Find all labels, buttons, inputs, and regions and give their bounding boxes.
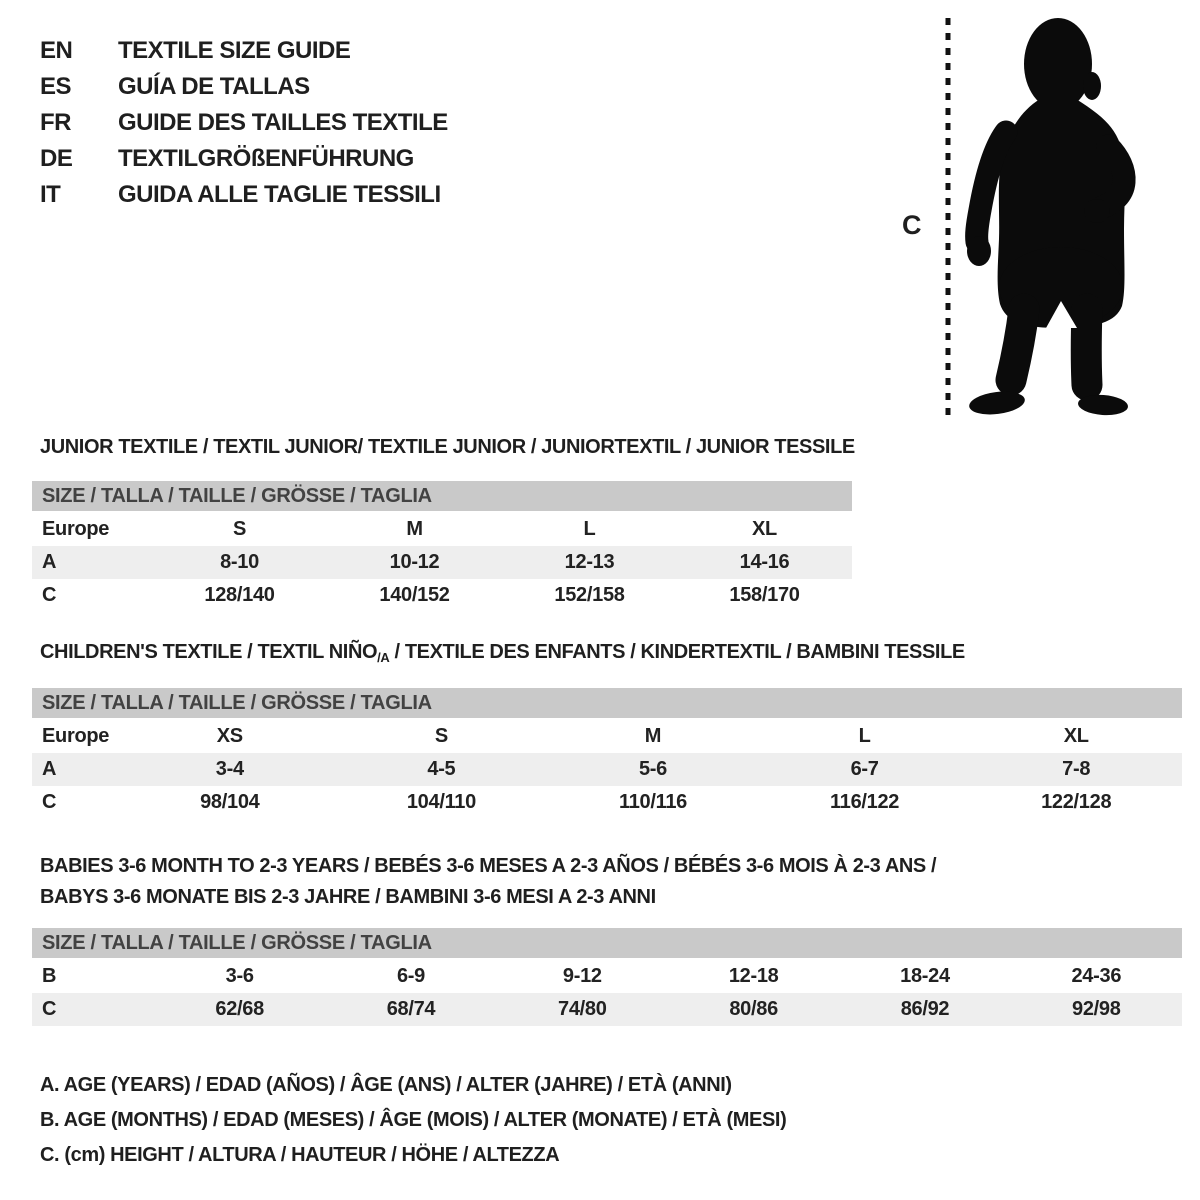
toddler-silhouette-icon — [967, 18, 1129, 417]
footnote-a: A. AGE (YEARS) / EDAD (AÑOS) / ÂGE (ANS) / ALTER (JAHRE) / ETÀ (ANNI) — [40, 1074, 732, 1096]
table-row — [32, 786, 1182, 819]
table-cell: XL — [1063, 725, 1089, 747]
row-label: C — [42, 791, 57, 813]
table-cell: 68/74 — [386, 998, 436, 1020]
table-row — [32, 753, 1182, 786]
footnote-b: B. AGE (MONTHS) / EDAD (MESES) / ÂGE (MOIS) / ALTER (MONATE) / ETÀ (MESI) — [40, 1109, 787, 1131]
table-cell: 8-10 — [220, 551, 259, 573]
table-cell: 128/140 — [204, 584, 275, 606]
table-cell: 158/170 — [729, 584, 800, 606]
language-title: GUIDE DES TAILLES TEXTILE — [118, 109, 448, 136]
row-label: A — [42, 758, 57, 780]
height-figure-graphic — [900, 14, 1160, 424]
table-cell: 24-36 — [1071, 965, 1122, 987]
language-row — [40, 105, 448, 141]
size-table — [32, 720, 1182, 819]
language-row — [40, 33, 448, 69]
size-header-bar: SIZE / TALLA / TAILLE / GRÖSSE / TAGLIA — [32, 928, 1182, 958]
table-cell: S — [232, 518, 247, 540]
size-table — [32, 960, 1182, 1026]
row-label: C — [42, 584, 57, 606]
table-cell: 12-13 — [564, 551, 615, 573]
row-label: B — [42, 965, 57, 987]
size-table — [32, 513, 852, 612]
table-cell: 86/92 — [900, 998, 950, 1020]
table-cell: 74/80 — [558, 998, 607, 1020]
junior-size-table — [32, 481, 852, 612]
table-cell: 4-5 — [427, 758, 456, 780]
language-row — [40, 177, 448, 213]
table-cell: 152/158 — [554, 584, 625, 606]
heading-line: BABYS 3-6 MONATE BIS 2-3 JAHRE / BAMBINI 3-6 MESI A 2-3 ANNI — [40, 886, 656, 908]
section-heading-babies — [40, 851, 936, 913]
table-cell: 3-4 — [215, 758, 244, 780]
language-code: DE — [40, 145, 73, 172]
language-row — [40, 141, 448, 177]
row-label: Europe — [42, 725, 110, 747]
language-code: IT — [40, 181, 61, 208]
row-label: C — [42, 998, 57, 1020]
table-cell: 140/152 — [379, 584, 450, 606]
table-cell: 92/98 — [1072, 998, 1121, 1020]
table-cell: 104/110 — [406, 791, 476, 813]
heading-text: CHILDREN'S TEXTILE / TEXTIL NIÑO — [40, 641, 378, 663]
language-title: TEXTILE SIZE GUIDE — [118, 37, 351, 64]
table-cell: 6-7 — [850, 758, 879, 780]
heading-line: BABIES 3-6 MONTH TO 2-3 YEARS / BEBÉS 3-6 MESES A 2-3 AÑOS / BÉBÉS 3-6 MOIS À 2-3 ANS / — [40, 855, 937, 877]
table-row — [32, 546, 852, 579]
table-cell: M — [644, 725, 662, 747]
row-label: A — [42, 551, 57, 573]
height-figure — [900, 14, 1160, 424]
heading-text: / TEXTILE DES ENFANTS / KINDERTEXTIL / BAMBINI TESSILE — [389, 641, 965, 663]
table-cell: L — [858, 725, 871, 747]
language-title: GUIDA ALLE TAGLIE TESSILI — [118, 181, 441, 208]
language-row — [40, 69, 448, 105]
table-cell: 3-6 — [225, 965, 254, 987]
section-heading-children — [40, 641, 965, 665]
table-cell: 9-12 — [562, 965, 602, 987]
language-code: FR — [40, 109, 71, 136]
table-cell: 122/128 — [1041, 791, 1112, 813]
table-cell: 18-24 — [900, 965, 950, 987]
children-size-table — [32, 688, 1182, 819]
table-row — [32, 993, 1182, 1026]
table-cell: L — [583, 518, 596, 540]
language-code: ES — [40, 73, 72, 100]
height-measure-label: C — [902, 210, 922, 240]
table-cell: 62/68 — [215, 998, 264, 1020]
language-title: TEXTILGRÖßENFÜHRUNG — [118, 145, 414, 172]
table-cell: XS — [216, 725, 243, 747]
table-row — [32, 579, 852, 612]
table-cell: 98/104 — [200, 791, 260, 813]
language-code: EN — [40, 37, 73, 64]
footnotes — [40, 1068, 786, 1173]
language-title-list — [40, 33, 448, 213]
table-cell: 14-16 — [739, 551, 790, 573]
table-cell: S — [434, 725, 448, 747]
row-label: Europe — [42, 518, 110, 540]
table-row — [32, 513, 852, 546]
table-cell: 7-8 — [1062, 758, 1091, 780]
table-cell: 6-9 — [396, 965, 425, 987]
table-row — [32, 720, 1182, 753]
table-cell: 80/86 — [729, 998, 778, 1020]
language-title: GUÍA DE TALLAS — [118, 73, 310, 100]
babies-size-table — [32, 928, 1182, 1026]
table-cell: M — [406, 518, 423, 540]
heading-subscript: /A — [377, 650, 390, 665]
size-header-bar: SIZE / TALLA / TAILLE / GRÖSSE / TAGLIA — [32, 688, 1182, 718]
table-cell: 116/122 — [830, 791, 900, 813]
table-cell: 12-18 — [728, 965, 779, 987]
section-heading-junior: JUNIOR TEXTILE / TEXTIL JUNIOR/ TEXTILE JUNIOR / JUNIORTEXTIL / JUNIOR TESSILE — [40, 436, 855, 458]
footnote-c: C. (cm) HEIGHT / ALTURA / HAUTEUR / HÖHE / ALTEZZA — [40, 1144, 560, 1166]
table-cell: XL — [752, 518, 777, 540]
size-header-bar: SIZE / TALLA / TAILLE / GRÖSSE / TAGLIA — [32, 481, 852, 511]
table-cell: 5-6 — [638, 758, 667, 780]
table-cell: 10-12 — [389, 551, 440, 573]
table-cell: 110/116 — [618, 791, 687, 813]
table-row — [32, 960, 1182, 993]
